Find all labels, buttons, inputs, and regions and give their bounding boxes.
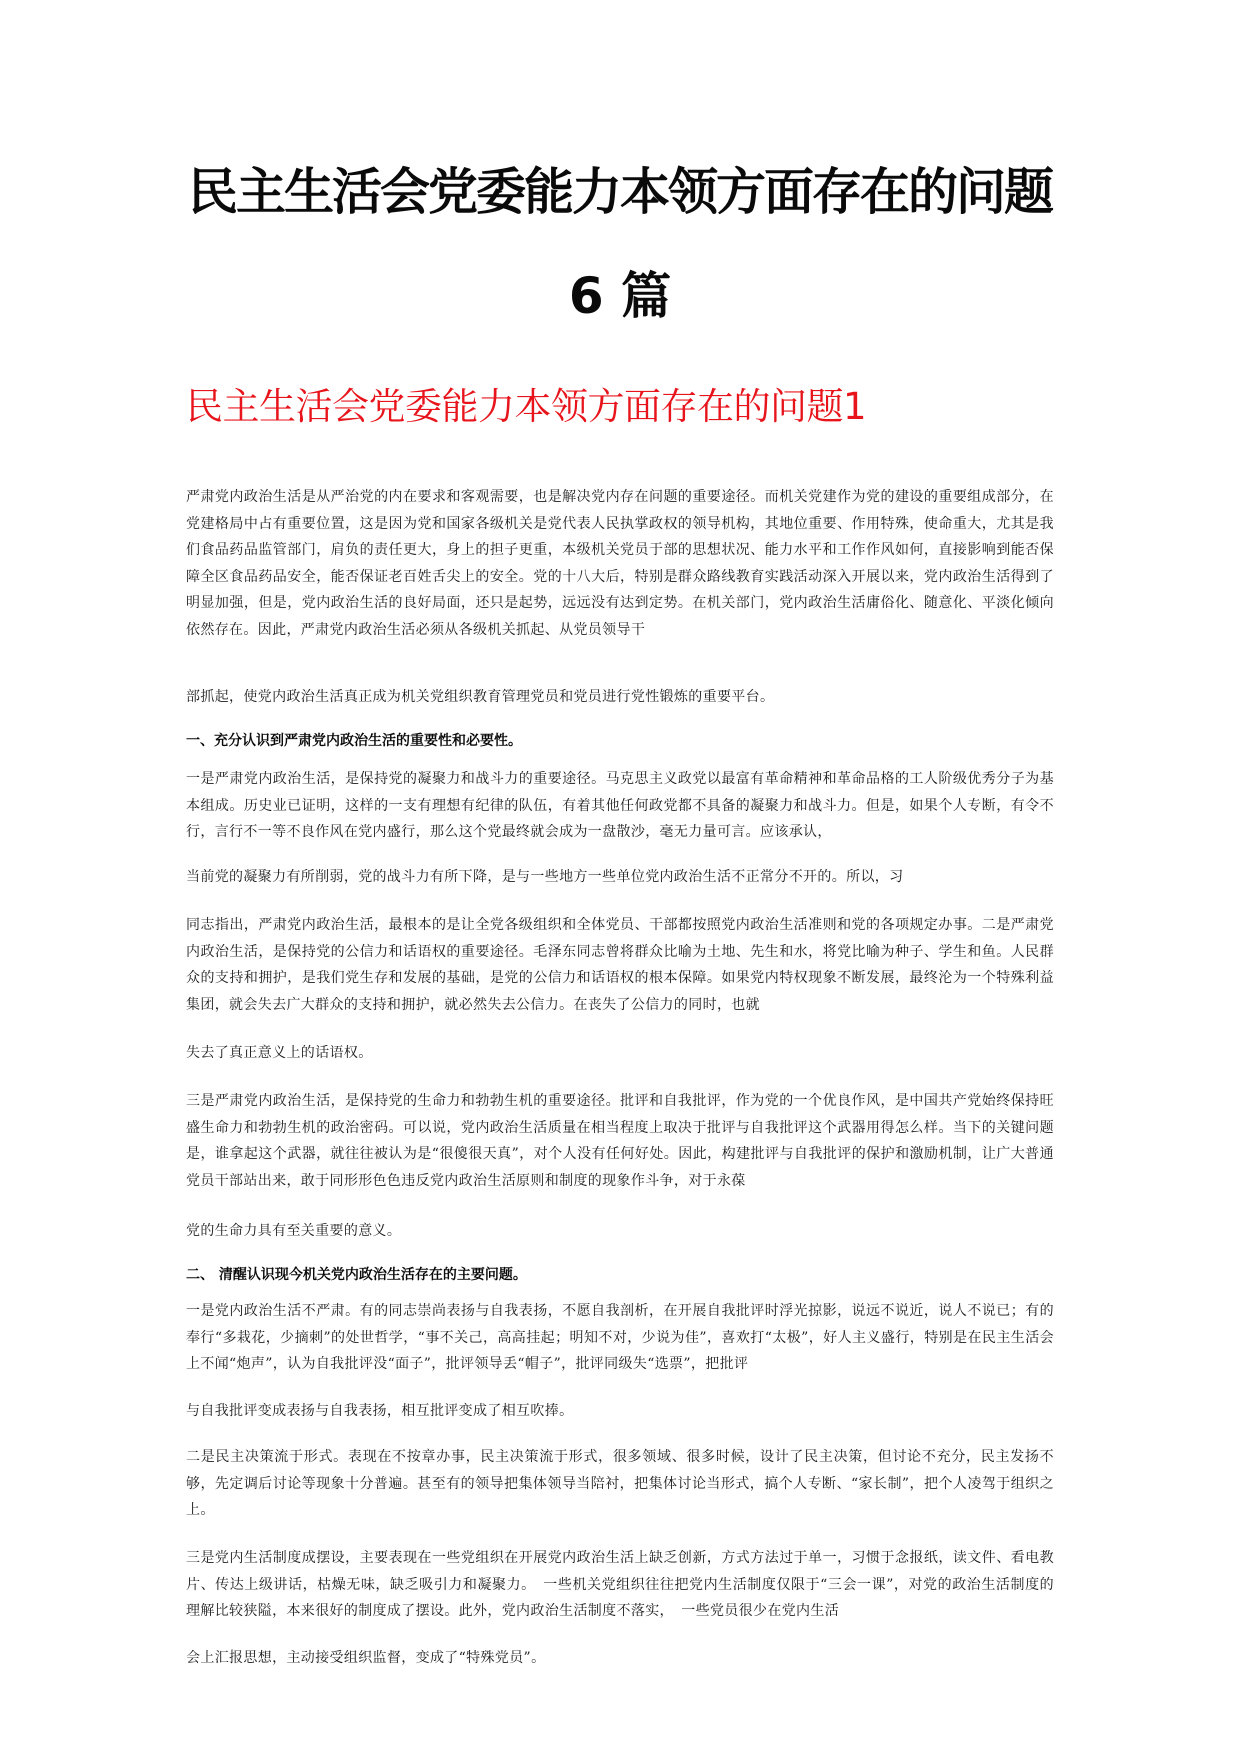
paragraph-point-three-end: 党的生命力具有至关重要的意义。 [186, 1223, 402, 1239]
paragraph-point-three: 三是严肃党内政治生活，是保持党的生命力和勃勃生机的重要途径。批评和自我批评，作为党的一个优良作风，是中国共产党始终保持旺盛生命力和勃勃生机的政治密码。可以说，党内政治生活质量在相当程度上取决于批评与自我批评这个武器用得怎么样。当下的关键问题是，谁拿起这个武器，就往往被认为是“很傻很天真”，对个人没有任何好处。因此，构建批评与自我批评的保护和激励机制，让广大普通党员干部站出来，敢于同形形色色违反党内政治生活原则和制度的现象作斗争，对于永葆 [186, 1093, 1054, 1189]
paragraph-point-one: 一是严肃党内政治生活，是保持党的凝聚力和战斗力的重要途径。马克思主义政党以最富有革命精神和革命品格的工人阶级优秀分子为基本组成。历史业已证明，这样的一支有理想有纪律的队伍，有着其他任何政党都不具备的凝聚力和战斗力。但是，如果个人专断，有令不行，言行不一等不良作风在党内盛行，那么这个党最终就会成为一盘散沙，毫无力量可言。应该承认， [186, 771, 1054, 840]
paragraph-point-two-end: 失去了真正意义上的话语权。 [186, 1045, 373, 1061]
heading-part-one: 一、充分认识到严肃党内政治生活的重要性和必要性。 [186, 733, 522, 749]
document-title-count: 6 篇 [568, 267, 672, 325]
paragraph-problem-two: 二是民主决策流于形式。表现在不按章办事，民主决策流于形式，很多领域、很多时候，设计了民主决策，但讨论不充分，民主发扬不够，先定调后讨论等现象十分普遍。甚至有的领导把集体领导当陪衬，把集体讨论当形式，搞个人专断、“家长制”，把个人凌驾于组织之上。 [186, 1449, 1054, 1518]
paragraph-intro: 严肃党内政治生活是从严治党的内在要求和客观需要，也是解决党内存在问题的重要途径。而机关党建作为党的建设的重要组成部分，在党建格局中占有重要位置，这是因为党和国家各级机关是党代表人民执掌政权的领导机构，其地位重要、作用特殊，使命重大，尤其是我们食品药品监管部门，肩负的责任更大，身上的担子更重，本级机关党员于部的思想状况、能力水平和工作作风如何，直接影响到能否保障全区食品药品安全，能否保证老百姓舌尖上的安全。党的十八大后，特别是群众路线教育实践活动深入开展以来，党内政治生活得到了明显加强，但是，党内政治生活的良好局面，还只是起势，远远没有达到定势。在机关部门，党内政治生活庸俗化、随意化、平淡化倾向依然存在。因此，严肃党内政治生活必须从各级机关抓起、从党员领导干 [186, 489, 1054, 638]
document-title: 民主生活会党委能力本领方面存在的问题 [188, 163, 1052, 221]
paragraph-point-two: 同志指出，严肃党内政治生活，最根本的是让全党各级组织和全体党员、干部都按照党内政治生活准则和党的各项规定办事。二是严肃党内政治生活，是保持党的公信力和话语权的重要途径。毛泽东同志曾将群众比喻为土地、先生和水，将党比喻为种子、学生和鱼。人民群众的支持和拥护，是我们党生存和发展的基础，是党的公信力和话语权的根本保障。如果党内特权现象不断发展，最终沦为一个特殊利益集团，就会失去广大群众的支持和拥护，就必然失去公信力。在丧失了公信力的同时，也就 [186, 917, 1054, 1013]
heading-part-two: 二、 清醒认识现今机关党内政治生活存在的主要问题。 [186, 1267, 527, 1283]
paragraph-point-one-end: 当前党的凝聚力有所削弱，党的战斗力有所下降，是与一些地方一些单位党内政治生活不正常分不开的。所以，习 [186, 869, 904, 885]
paragraph-problem-one-end: 与自我批评变成表扬与自我表扬，相互批评变成了相互吹捧。 [186, 1403, 574, 1419]
paragraph-problem-three-end: 会上汇报思想，主动接受组织监督，变成了“特殊党员”。 [186, 1650, 546, 1666]
paragraph-problem-one: 一是党内政治生活不严肃。有的同志崇尚表扬与自我表扬，不愿自我剖析，在开展自我批评时浮光掠影，说远不说近，说人不说已；有的奉行“多栽花，少摘刺”的处世哲学，“事不关己，高高挂起；明知不对，少说为佳”，喜欢打“太极”，好人主义盛行，特别是在民主生活会上不闻“炮声”，认为自我批评没“面子”，批评领导丢“帽子”，批评同级失“选票”，把批评 [186, 1303, 1054, 1372]
paragraph-problem-three: 三是党内生活制度成摆设，主要表现在一些党组织在开展党内政治生活上缺乏创新，方式方法过于单一，习惯于念报纸，读文件、看电教片、传达上级讲话，枯燥无味，缺乏吸引力和凝聚力。 一些机关党组织往往把党内生活制度仅限于“三会一课”，对党的政治生活制度的理解比较狭隘，本来很好的制度成了摆设。此外，党内政治生活制度不落实， 一些党员很少在党内生活 [186, 1550, 1054, 1619]
paragraph-intro-end: 部抓起，使党内政治生活真正成为机关党组织教育管理党员和党员进行党性锻炼的重要平台。 [186, 689, 775, 705]
section-title: 民主生活会党委能力本领方面存在的问题1 [186, 385, 867, 428]
